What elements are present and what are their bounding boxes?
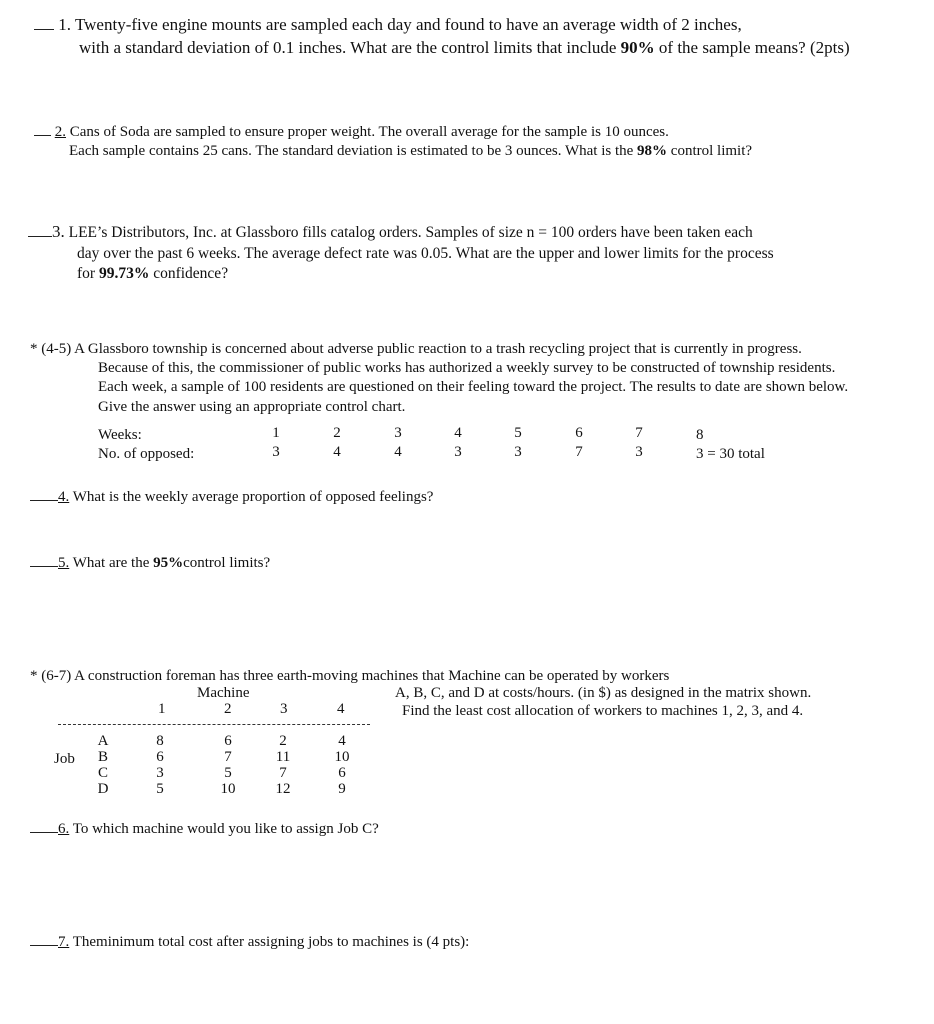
machine-header: 1 [158, 701, 166, 717]
machine-header: 3 [280, 701, 288, 717]
question-5-percent: 95% [153, 555, 184, 571]
question-4-5-line4: Give the answer using an appropriate control chart. [98, 399, 406, 415]
question-5-text-pre: What are the [72, 555, 154, 571]
question-2 [34, 121, 669, 142]
question-3-line2: day over the past 6 weeks. The average defect rate was 0.05. What are the upper and lower limits for the process [77, 245, 774, 262]
cost-cell: 6 [338, 765, 346, 781]
week-cell: 4 [454, 425, 462, 441]
question-5 [30, 552, 270, 573]
answer-blank-2[interactable] [34, 121, 51, 136]
cost-cell: 11 [275, 749, 291, 765]
week-cell: 3 [394, 425, 402, 441]
cost-cell: 10 [220, 781, 236, 797]
answer-blank-1[interactable] [34, 15, 54, 30]
week-cell: 5 [514, 425, 522, 441]
cost-cell: 12 [275, 781, 291, 797]
question-1-line2-post: of the sample means? (2pts) [654, 38, 850, 57]
question-1-line2-pre: with a standard deviation of 0.1 inches. What are the control limits that include [79, 38, 621, 57]
question-1-percent: 90% [620, 38, 655, 57]
question-3-percent: 99.73% [98, 265, 150, 282]
cost-cell: 3 [156, 765, 164, 781]
question-7-number: 7. [58, 934, 70, 950]
question-2-line2-pre: Each sample contains 25 cans. The standard deviation is estimated to be 3 ounces. What is the [69, 143, 638, 159]
cost-cell: 10 [334, 749, 350, 765]
question-6-text: To which machine would you like to assign Job C? [72, 821, 379, 837]
machine-header: 4 [337, 701, 345, 717]
question-4-5-line2: Because of this, the commissioner of public works has authorized a weekly survey to be constructed of township residents. [98, 360, 836, 376]
question-1-number: 1. [58, 15, 71, 34]
opposed-cell: 4 [394, 444, 402, 460]
job-letters-column [94, 733, 112, 797]
job-letter: D [97, 781, 109, 797]
cost-cell: 4 [338, 733, 346, 749]
question-4-number: 4. [58, 489, 70, 505]
question-3 [28, 222, 753, 243]
opposed-label: No. of opposed: [98, 446, 195, 462]
question-3-number: 3. [52, 222, 65, 241]
machine-2-costs [216, 733, 240, 797]
machine-3-costs [271, 733, 295, 797]
question-7 [30, 931, 469, 952]
job-letter: A [97, 733, 109, 749]
question-1-line2 [79, 37, 850, 59]
machine-1-costs [150, 733, 170, 797]
question-4-text: What is the weekly average proportion of opposed feelings? [72, 489, 434, 505]
opposed-cell: 4 [333, 444, 341, 460]
cost-cell: 2 [279, 733, 287, 749]
question-6-number: 6. [58, 821, 70, 837]
question-3-line3-post: confidence? [149, 265, 229, 282]
question-6-7-right-line2: Find the least cost allocation of workers to machines 1, 2, 3, and 4. [402, 703, 804, 719]
opposed-cell: 3 [272, 444, 280, 460]
cost-cell: 5 [224, 765, 232, 781]
job-letter: B [97, 749, 108, 765]
cost-cell: 6 [224, 733, 232, 749]
cost-cell: 7 [279, 765, 287, 781]
table-divider [58, 724, 370, 725]
opposed-cell: 3 [454, 444, 462, 460]
question-5-number: 5. [58, 555, 70, 571]
machine-header: 2 [224, 701, 232, 717]
question-6-7-right-line1: A, B, C, and D at costs/hours. (in $) as designed in the matrix shown. [395, 685, 812, 701]
question-1 [34, 14, 742, 36]
question-2-percent: 98% [637, 143, 668, 159]
cost-cell: 8 [156, 733, 164, 749]
cost-cell: 7 [224, 749, 232, 765]
answer-blank-7[interactable] [30, 931, 58, 946]
week-cell: 6 [575, 425, 583, 441]
question-7-text: Theminimum total cost after assigning jobs to machines is (4 pts): [72, 934, 470, 950]
question-5-text-post: control limits? [183, 555, 271, 571]
question-3-line3-pre: for [77, 265, 99, 282]
week-cell: 2 [333, 425, 341, 441]
machine-label: Machine [197, 685, 250, 701]
question-3-line3 [77, 264, 228, 284]
cost-cell: 6 [156, 749, 164, 765]
opposed-cell: 3 = 30 total [696, 446, 765, 462]
question-2-number: 2. [54, 124, 66, 140]
job-letter: C [97, 765, 108, 781]
week-cell: 7 [635, 425, 643, 441]
answer-blank-6[interactable] [30, 818, 58, 833]
question-4-5-line1: * (4-5) A Glassboro township is concerned about adverse public reaction to a trash recycling project that is currently in progress. [30, 341, 802, 357]
week-cell: 1 [272, 425, 280, 441]
opposed-cell: 7 [575, 444, 583, 460]
question-4-5-line3: Each week, a sample of 100 residents are questioned on their feeling toward the project. The results to date are shown below. [98, 379, 849, 395]
question-1-line1: Twenty-five engine mounts are sampled each day and found to have an average width of 2 inches, [74, 15, 742, 34]
opposed-cell: 3 [635, 444, 643, 460]
week-cell: 8 [696, 427, 704, 443]
opposed-cell: 3 [514, 444, 522, 460]
question-6-7-line1: * (6-7) A construction foreman has three earth-moving machines that Machine can be operated by workers [30, 668, 670, 684]
question-3-line1: LEE’s Distributors, Inc. at Glassboro fills catalog orders. Samples of size n = 100 orders have been taken each [68, 224, 753, 241]
question-2-line2 [69, 141, 752, 161]
answer-blank-5[interactable] [30, 552, 58, 567]
answer-blank-3[interactable] [28, 222, 52, 237]
question-2-line1: Cans of Soda are sampled to ensure proper weight. The overall average for the sample is 10 ounces. [69, 124, 669, 140]
answer-blank-4[interactable] [30, 486, 58, 501]
job-label: Job [54, 751, 75, 767]
question-4 [30, 486, 433, 507]
weeks-label: Weeks: [98, 427, 142, 443]
question-2-line2-post: control limit? [667, 143, 753, 159]
machine-4-costs [330, 733, 354, 797]
cost-cell: 9 [338, 781, 346, 797]
cost-cell: 5 [156, 781, 164, 797]
question-6 [30, 818, 379, 839]
